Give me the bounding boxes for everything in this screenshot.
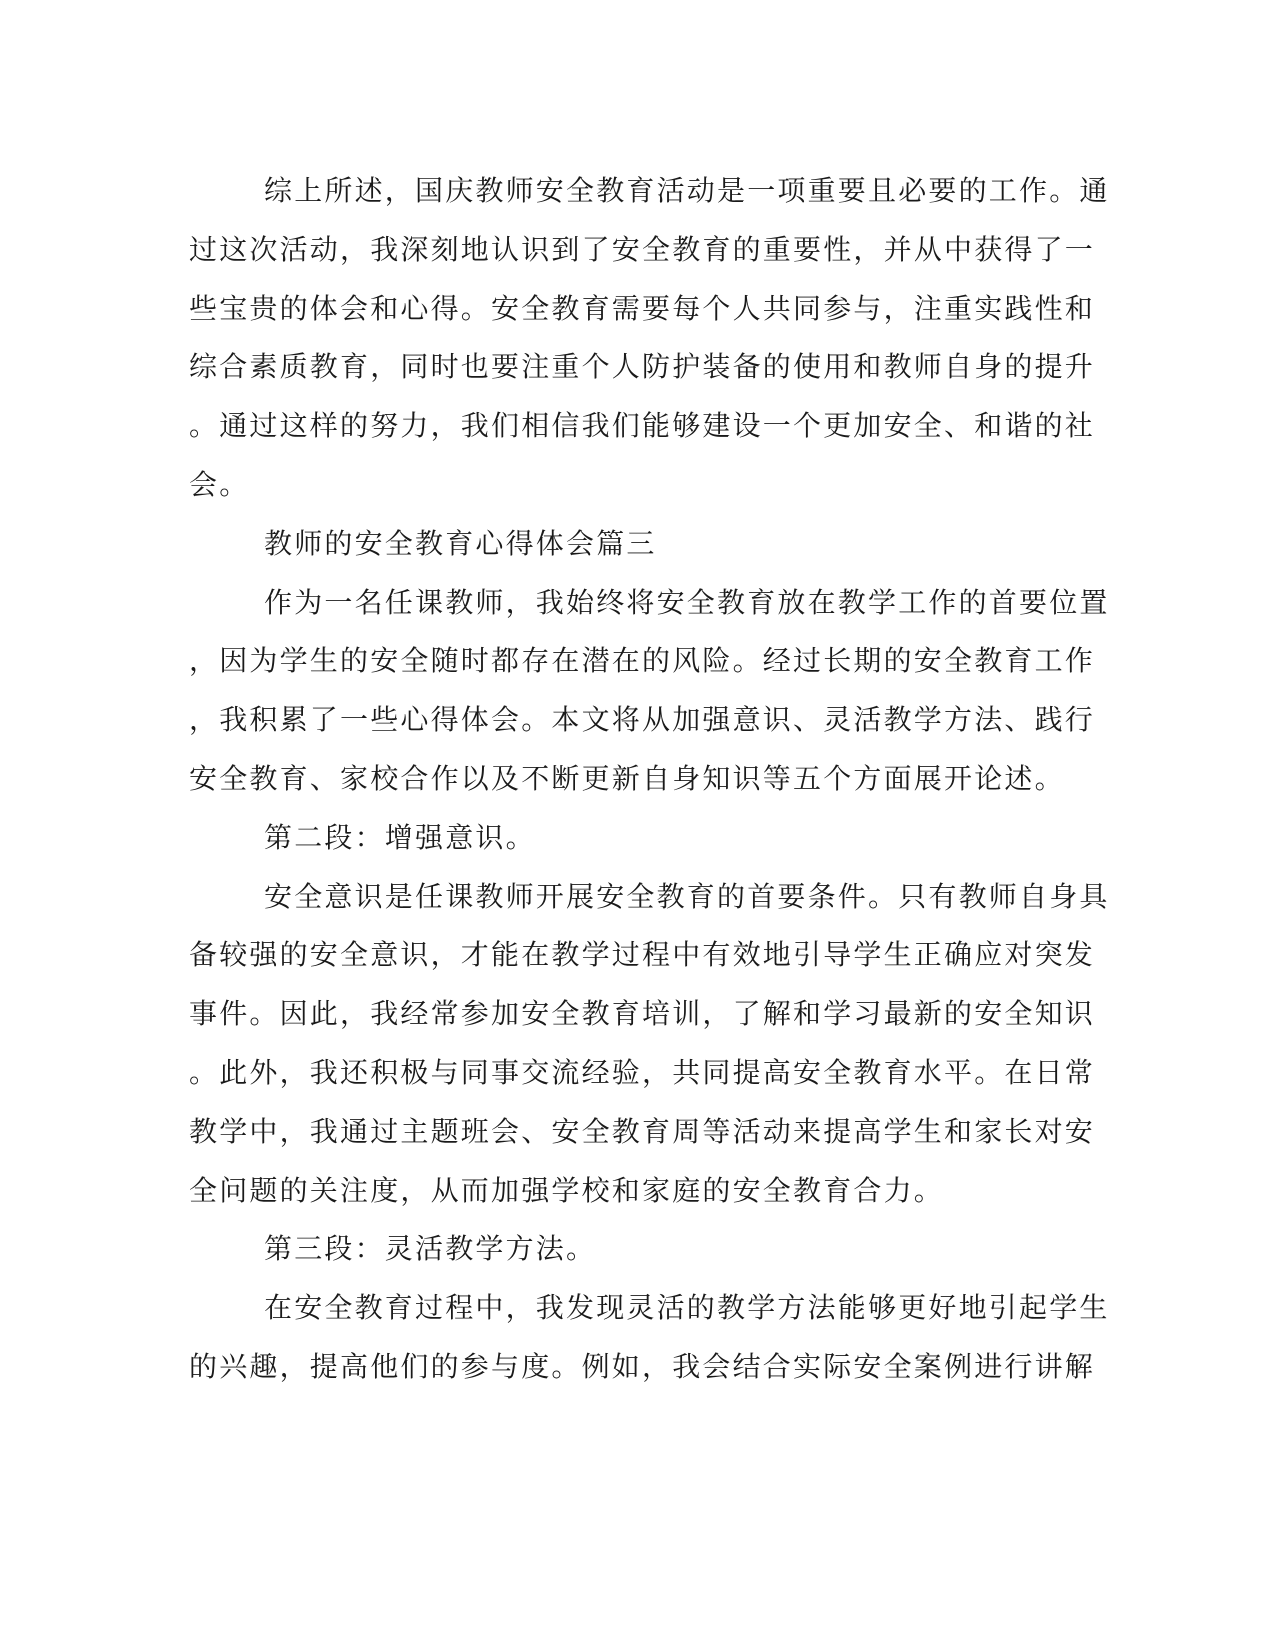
paragraph-line: 安全教育、家校合作以及不断更新自身知识等五个方面展开论述。: [189, 761, 1065, 795]
paragraph-line: 些宝贵的体会和心得。安全教育需要每个人共同参与，注重实践性和: [189, 291, 1096, 325]
paragraph-line: 安全意识是任课教师开展安全教育的首要条件。只有教师自身具: [264, 879, 1110, 913]
paragraph-line: 全问题的关注度，从而加强学校和家庭的安全教育合力。: [189, 1173, 945, 1207]
section-heading: 第二段：增强意识。: [264, 820, 536, 854]
paragraph-line: 事件。因此，我经常参加安全教育培训，了解和学习最新的安全知识: [189, 997, 1096, 1031]
paragraph-line: 备较强的安全意识，才能在教学过程中有效地引导学生正确应对突发: [189, 938, 1096, 972]
paragraph-line: 过这次活动，我深刻地认识到了安全教育的重要性，并从中获得了一: [189, 232, 1096, 266]
section-heading: 教师的安全教育心得体会篇三: [264, 526, 657, 560]
paragraph-line: 教学中，我通过主题班会、安全教育周等活动来提高学生和家长对安: [189, 1114, 1096, 1148]
document-body: [189, 162, 1110, 1397]
paragraph-line: 会。: [189, 467, 250, 501]
paragraph-line: 的兴趣，提高他们的参与度。例如，我会结合实际安全案例进行讲解: [189, 1349, 1096, 1383]
section-heading: 第三段：灵活教学方法。: [264, 1232, 597, 1266]
paragraph-line: 作为一名任课教师，我始终将安全教育放在教学工作的首要位置: [264, 585, 1110, 619]
paragraph-line: 在安全教育过程中，我发现灵活的教学方法能够更好地引起学生: [264, 1291, 1110, 1325]
paragraph-line: ，我积累了一些心得体会。本文将从加强意识、灵活教学方法、践行: [189, 703, 1096, 737]
paragraph-line: ，因为学生的安全随时都存在潜在的风险。经过长期的安全教育工作: [189, 644, 1096, 678]
paragraph-line: 综上所述，国庆教师安全教育活动是一项重要且必要的工作。通: [264, 174, 1110, 207]
paragraph-line: 综合素质教育，同时也要注重个人防护装备的使用和教师自身的提升: [189, 350, 1096, 384]
paragraph-line: 。此外，我还积极与同事交流经验，共同提高安全教育水平。在日常: [189, 1055, 1096, 1089]
paragraph-line: 。通过这样的努力，我们相信我们能够建设一个更加安全、和谐的社: [189, 409, 1096, 443]
